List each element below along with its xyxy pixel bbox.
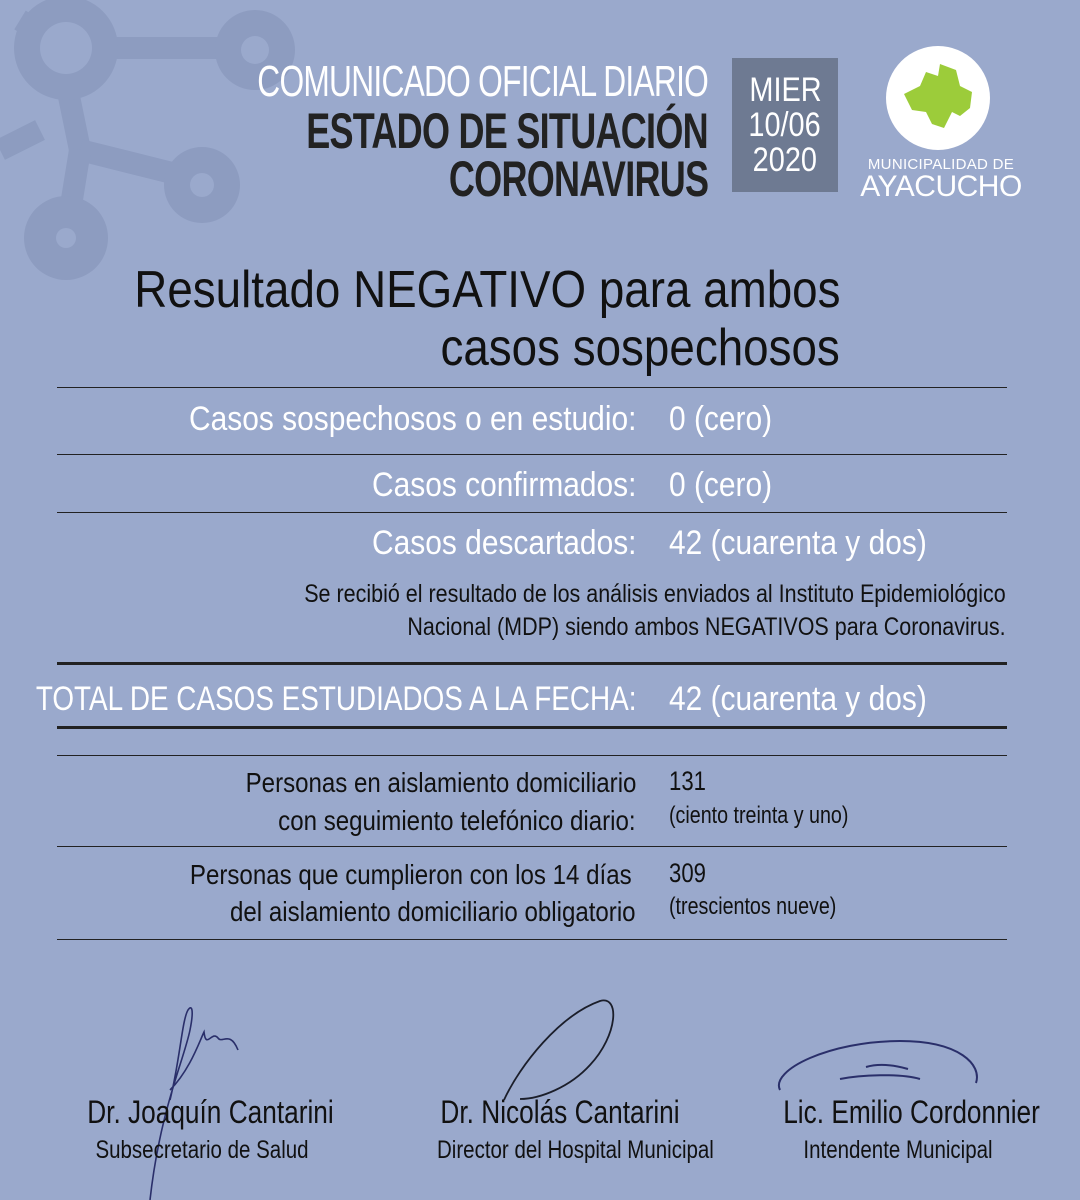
divider-thick: [57, 662, 1007, 665]
signature-name-2: Dr. Nicolás Cantarini: [440, 1094, 680, 1130]
isolation-label-1b: con seguimiento telefónico diario:: [278, 805, 636, 836]
signature-block-2: [437, 1094, 714, 1170]
note-line-2: Nacional (MDP) siendo ambos NEGATIVOS para Coronavirus.: [407, 613, 1006, 641]
signature-role-1: Subsecretario de Salud: [95, 1136, 309, 1164]
total-value: 42 (cuarenta y dos): [669, 680, 927, 718]
cases-discarded-value: 42 (cuarenta y dos): [669, 524, 927, 562]
divider: [57, 755, 1007, 756]
cases-confirmed-value: 0 (cero): [669, 466, 773, 504]
header-line-2: ESTADO DE SITUACIÓN: [306, 103, 708, 159]
cases-suspected-value: 0 (cero): [669, 400, 773, 438]
divider: [57, 939, 1007, 940]
logo-text-line-1: MUNICIPALIDAD DE: [867, 156, 1015, 173]
isolation-number-2: 309: [669, 858, 706, 888]
isolation-words-2: (trescientos nueve): [669, 893, 837, 920]
signature-3-icon: [770, 1035, 985, 1095]
date-daymonth: 10/06: [748, 105, 822, 144]
isolation-label-1a: Personas en aislamiento domiciliario: [245, 767, 636, 798]
signature-block-3: [783, 1094, 1040, 1170]
molecule-decoration-icon: [0, 0, 320, 290]
divider: [57, 454, 1007, 455]
divider-thick: [57, 726, 1007, 729]
date-badge: [732, 58, 838, 192]
headline-line-1: Resultado NEGATIVO para ambos: [133, 261, 840, 319]
map-of-ayacucho-icon: [886, 46, 990, 150]
logo-text-line-2: AYACUCHO: [860, 170, 1022, 203]
cases-suspected-label: Casos sospechosos o en estudio:: [188, 400, 636, 438]
divider: [57, 387, 1007, 388]
signature-2-icon: [490, 995, 630, 1105]
cases-discarded-label: Casos descartados:: [371, 524, 636, 562]
isolation-label-2a: Personas que cumplieron con los 14 días: [190, 859, 632, 890]
signature-role-2: Director del Hospital Municipal: [437, 1136, 714, 1164]
header-line-1: COMUNICADO OFICIAL DIARIO: [257, 57, 708, 106]
signature-block-1: [87, 1094, 334, 1170]
date-weekday: MIER: [748, 70, 822, 109]
note-line-1: Se recibió el resultado de los análisis enviados al Instituto Epidemiológico: [304, 580, 1006, 608]
total-label: TOTAL DE CASOS ESTUDIADOS A LA FECHA:: [35, 680, 636, 718]
isolation-number-1: 131: [669, 766, 706, 796]
headline-line-2: casos sospechosos: [440, 319, 840, 377]
date-year: 2020: [752, 140, 818, 179]
municipality-logo: [886, 46, 990, 150]
cases-confirmed-label: Casos confirmados:: [371, 466, 636, 504]
signature-role-3: Intendente Municipal: [803, 1136, 993, 1164]
isolation-label-2b: del aislamiento domiciliario obligatorio: [230, 896, 636, 927]
signature-name-1: Dr. Joaquín Cantarini: [87, 1094, 334, 1130]
header-line-3: CORONAVIRUS: [448, 151, 708, 207]
isolation-words-1: (ciento treinta y uno): [669, 802, 849, 829]
divider: [57, 846, 1007, 847]
signature-name-3: Lic. Emilio Cordonnier: [783, 1094, 1040, 1130]
divider: [57, 512, 1007, 513]
